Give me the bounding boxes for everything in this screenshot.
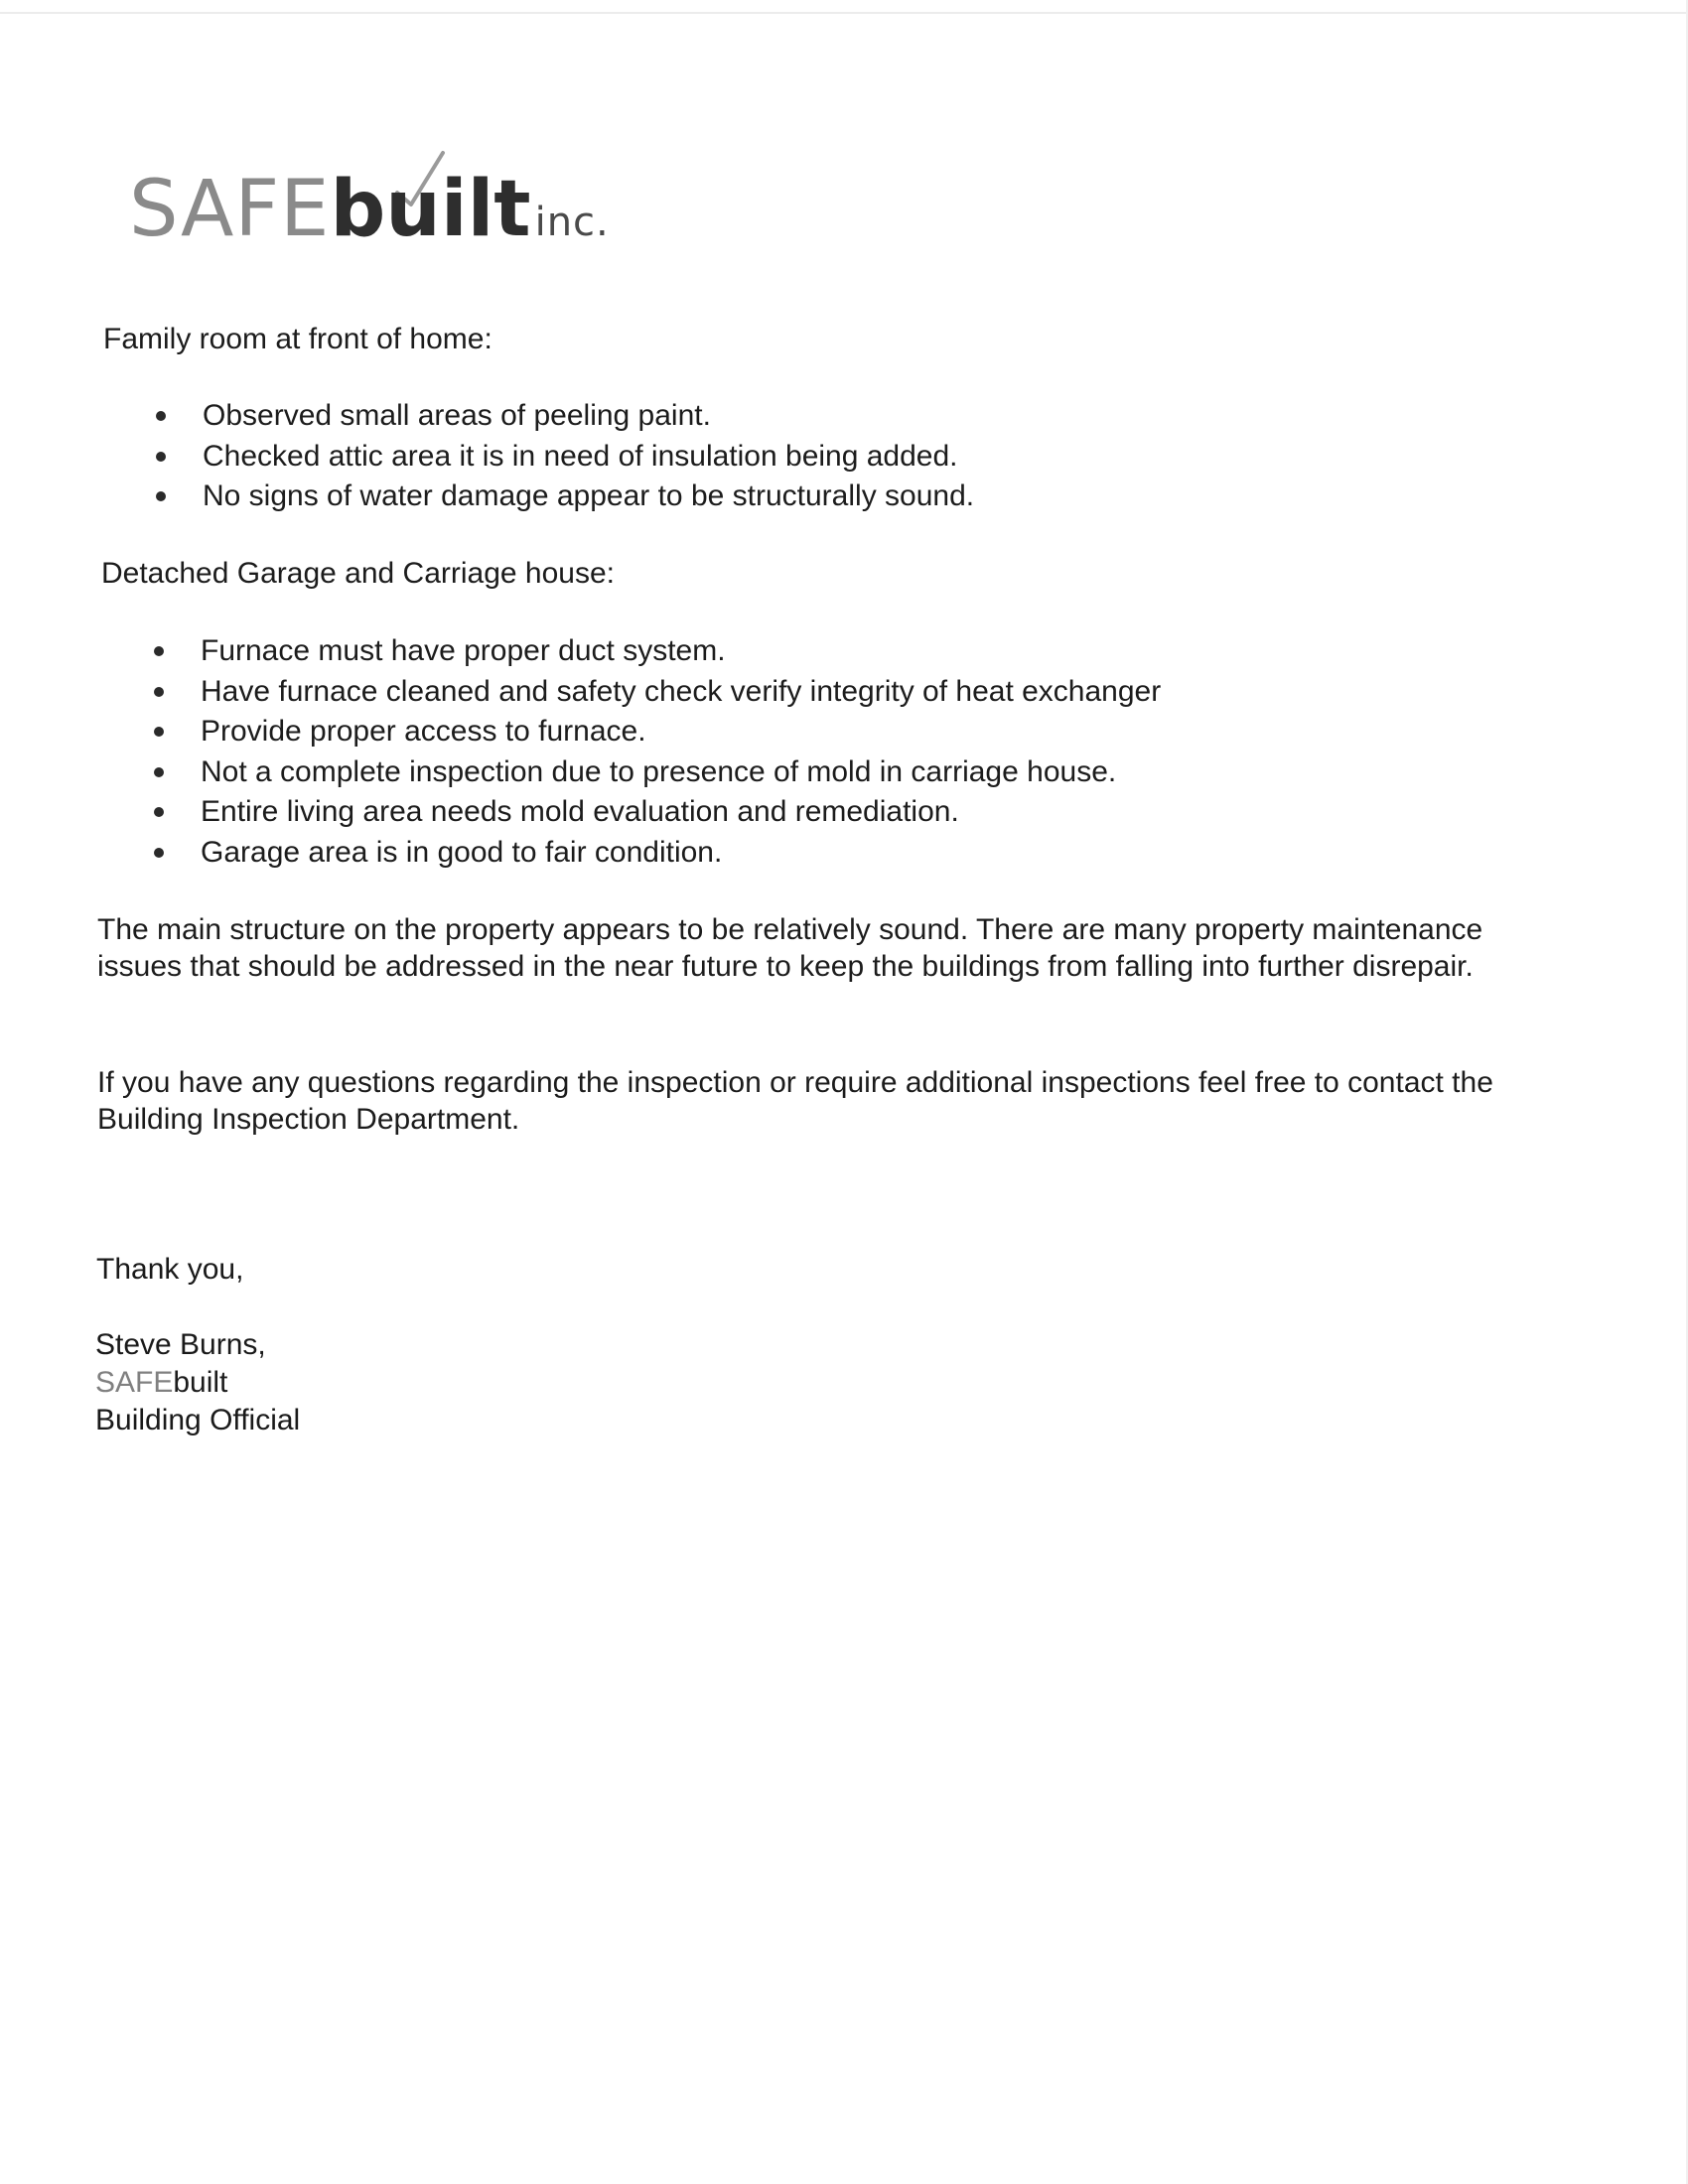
list-item [201,792,1161,833]
list-item-text: Have furnace cleaned and safety check verify integrity of heat exchanger [201,674,1162,708]
list-item [201,631,1161,672]
list-item-text: Observed small areas of peeling paint. [203,399,711,432]
summary-paragraph: The main structure on the property appears to be relatively sound. There are many property maintenance issues that should be addressed in the near future to keep the buildings from falling into further disrepair. [97,913,1483,983]
list-item [203,477,974,517]
signer-company-safe: SAFE [95,1366,174,1399]
bullet-icon [154,767,164,777]
bullet-icon [156,452,166,462]
bullet-icon [156,491,166,501]
signer-title: Building Official [95,1404,301,1436]
list-item [201,672,1161,713]
list-item-text: Checked attic area it is in need of insulation being added. [203,439,958,473]
logo-inc: inc. [534,200,610,245]
scan-edge-top [0,12,1688,14]
list-item [201,833,1161,874]
bullet-icon [154,727,164,737]
bullet-icon [156,411,166,421]
bullet-icon [154,848,164,858]
section-heading-family-room: Family room at front of home: [103,323,492,355]
list-item [201,712,1161,752]
section-heading-garage: Detached Garage and Carriage house: [101,557,616,590]
list-item-text: Entire living area needs mold evaluation and remediation. [201,795,959,828]
list-item [203,396,974,437]
company-logo [129,149,626,268]
list-item-text: Garage area is in good to fair condition. [201,835,723,869]
logo-safe: SAFE [129,165,331,254]
contact-paragraph: If you have any questions regarding the inspection or require additional inspections feel free to contact the Building Inspection Department. [97,1066,1493,1136]
bullet-icon [154,646,164,656]
list-item [201,752,1161,793]
garage-list [201,631,1161,873]
signer-company [95,1364,300,1402]
list-item-text: Not a complete inspection due to presence of mold in carriage house. [201,754,1117,788]
list-item-text: Furnace must have proper duct system. [201,634,726,667]
family-room-list [203,396,974,517]
list-item-text: Provide proper access to furnace. [201,715,646,748]
signer-company-built: built [173,1366,228,1399]
logo-wordmark [129,165,610,254]
bullet-icon [154,807,164,817]
list-item [203,437,974,478]
logo-built: built [330,165,531,254]
closing-line: Thank you, [96,1253,244,1286]
signer-name: Steve Burns, [95,1328,266,1361]
signature-block [95,1326,300,1439]
bullet-icon [154,687,164,697]
list-item-text: No signs of water damage appear to be structurally sound. [203,479,975,512]
